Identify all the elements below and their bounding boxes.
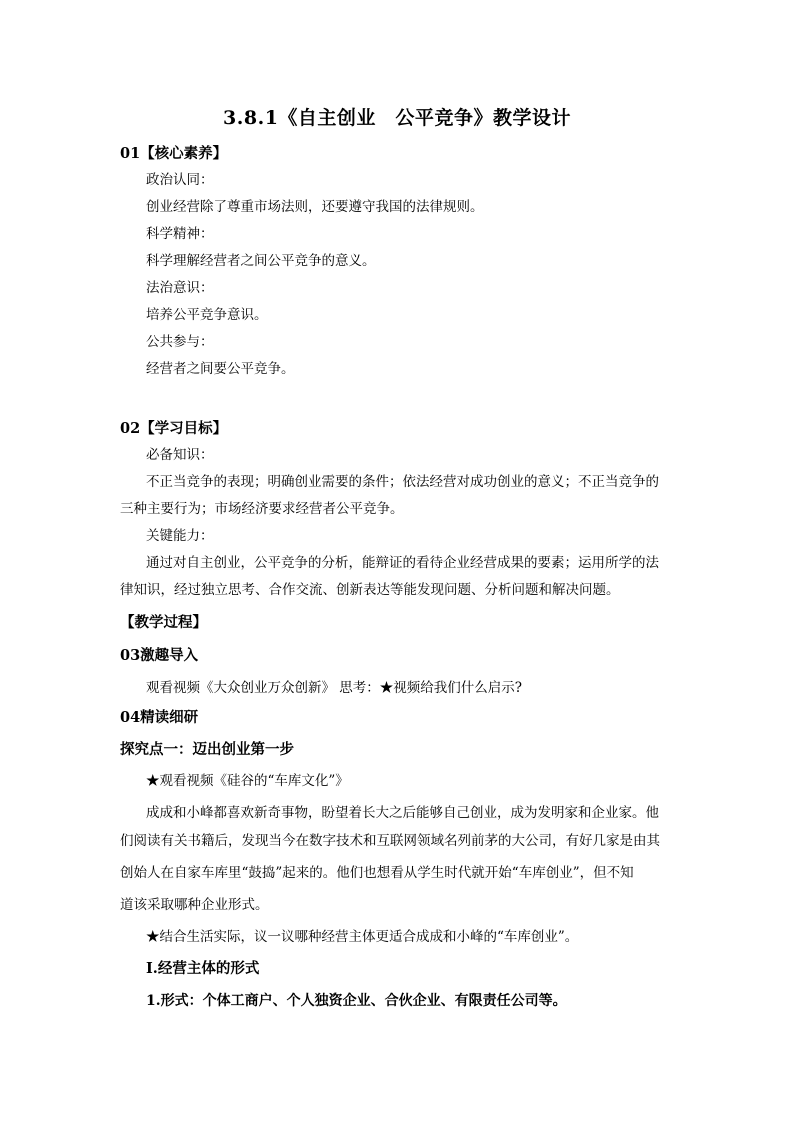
- learning-goals-text-knowledge-2: 三种主要行为；市场经济要求经营者公平竞争。: [120, 501, 404, 517]
- core-literacy-text-public: 经营者之间要公平竞争。: [146, 361, 295, 377]
- point-heading-business-forms: Ⅰ.经营主体的形式: [146, 960, 260, 977]
- section-heading-learning-goals: 02【学习目标】: [120, 420, 228, 437]
- learning-goals-label-knowledge: 必备知识：: [146, 447, 214, 463]
- core-literacy-text-science: 科学理解经营者之间公平竞争的意义。: [146, 253, 376, 269]
- subheading-inquiry-one: 探究点一：迈出创业第一步: [120, 741, 294, 758]
- section-heading-close-reading: 04精读细研: [120, 709, 199, 726]
- section-heading-intro: 03激趣导入: [120, 647, 199, 664]
- inquiry-task-line: ★结合生活实际，议一议哪种经营主体更适合成成和小峰的“车库创业”。: [146, 929, 579, 945]
- core-literacy-label-law: 法治意识：: [146, 280, 214, 296]
- inquiry-paragraph-line-4: 道该采取哪种企业形式。: [120, 897, 269, 913]
- learning-goals-label-ability: 关键能力：: [146, 528, 214, 544]
- core-literacy-text-political: 创业经营除了尊重市场法则，还要遵守我国的法律规则。: [146, 199, 484, 215]
- point-line-forms: 1.形式：个体工商户、个人独资企业、合伙企业、有限责任公司等。: [146, 993, 567, 1009]
- core-literacy-text-law: 培养公平竞争意识。: [146, 307, 268, 323]
- core-literacy-label-public: 公共参与：: [146, 334, 214, 350]
- learning-goals-text-ability-2: 律知识，经过独立思考、合作交流、创新表达等能发现问题、分析问题和解决问题。: [120, 582, 620, 598]
- learning-goals-text-ability-1: 通过对自主创业，公平竞争的分析，能辩证的看待企业经营成果的要素；运用所学的法: [146, 555, 659, 571]
- section-heading-teaching-process: 【教学过程】: [120, 614, 207, 631]
- inquiry-video-line: ★观看视频《硅谷的“车库文化”》: [146, 773, 349, 789]
- inquiry-paragraph-line-3: 创始人在自家车库里“鼓捣”起来的。他们也想看从学生时代就开始“车库创业”，但不知: [120, 865, 634, 881]
- learning-goals-text-knowledge-1: 不正当竞争的表现；明确创业需要的条件；依法经营对成功创业的意义；不正当竞争的: [146, 474, 659, 490]
- intro-video-line: 观看视频《大众创业万众创新》 思考：★视频给我们什么启示?: [146, 680, 523, 696]
- section-heading-core-literacy: 01【核心素养】: [120, 145, 228, 162]
- core-literacy-label-science: 科学精神：: [146, 226, 214, 242]
- document-title: 3.8.1《自主创业 公平竞争》教学设计: [223, 107, 571, 129]
- inquiry-paragraph-line-2: 们阅读有关书籍后，发现当今在数字技术和互联网领域名列前茅的大公司，有好几家是由其: [120, 833, 660, 849]
- inquiry-paragraph-line-1: 成成和小峰都喜欢新奇事物，盼望着长大之后能够自己创业，成为发明家和企业家。他: [146, 805, 659, 821]
- core-literacy-label-political: 政治认同：: [146, 172, 214, 188]
